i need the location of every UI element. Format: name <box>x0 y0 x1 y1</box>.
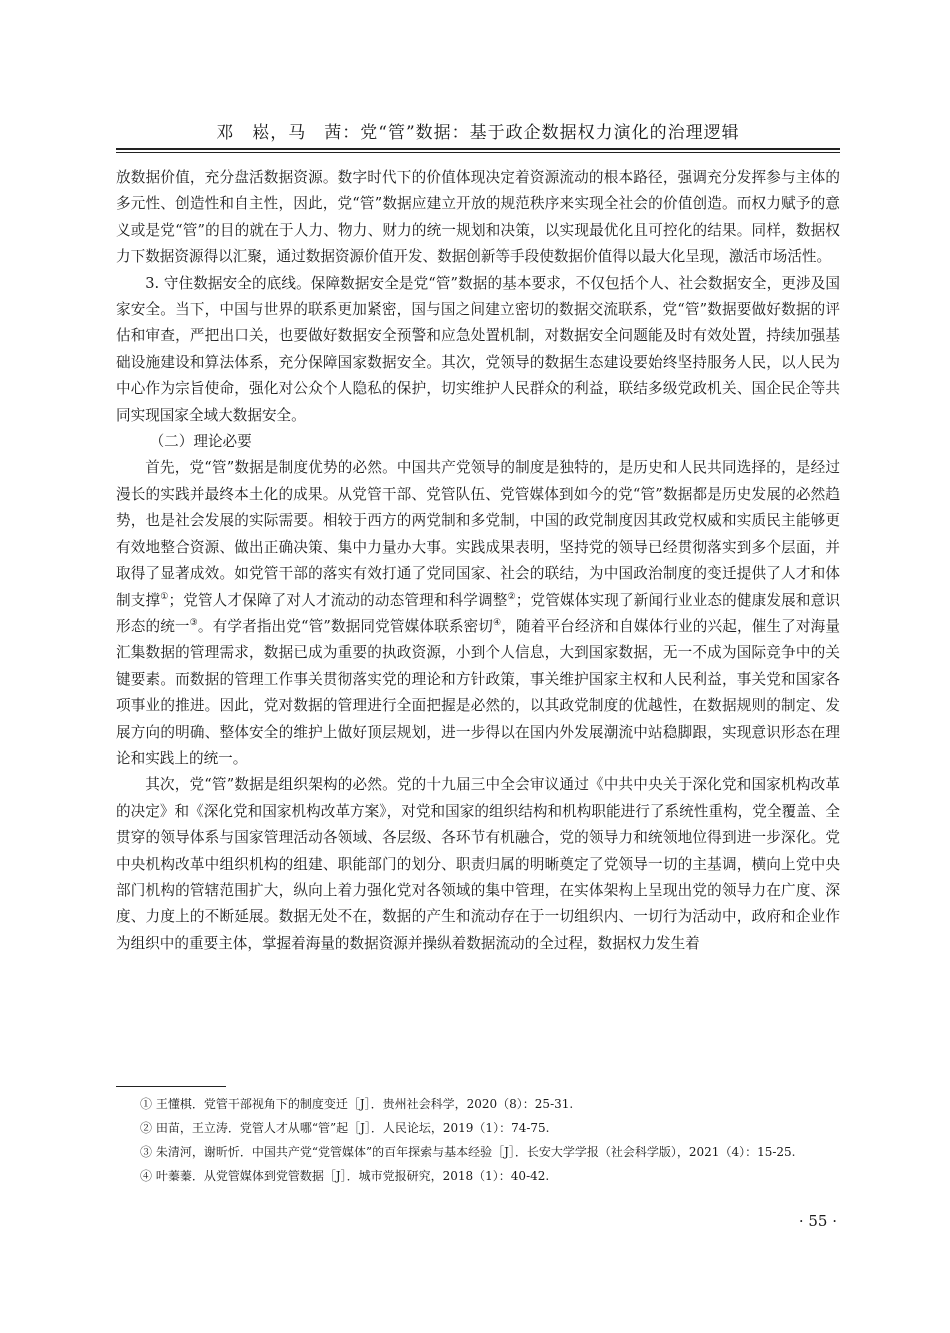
paragraph-4-seg-1: 首先，党“管”数据是制度优势的必然。中国共产党领导的制度是独特的，是历史和人民共同选择的，是经过漫长的实践并最终本土化的成果。从党管干部、党管队伍、党管媒体到如今的党“管”数据都是历史发展的必然趋势，也是社会发展的实际需要。相较于西方的两党制和多党制，中国的政党制度因其政党权威和实质民主能够更有效地整合资源、做出正确决策、集中力量办大事。实践成果表明，坚持党的领导已经贯彻落实到多个层面，并取得了显著成效。如党管干部的落实有效打通了党同国家、社会的联结，为中国政治制度的变迁提供了人才和体制支撑 <box>116 459 840 609</box>
footnote-2: ② 田苗，王立涛．党管人才从哪“管”起［J］．人民论坛，2019（1）：74-75. <box>140 1121 550 1135</box>
footnote-4: ④ 叶蓁蓁．从党管媒体到党管数据［J］．城市党报研究，2018（1）：40-42. <box>140 1169 550 1183</box>
header-rule <box>116 148 840 150</box>
footnote-ref-1[interactable]: ① <box>160 591 169 602</box>
paragraph-2: 3. 守住数据安全的底线。保障数据安全是党“管”数据的基本要求，不仅包括个人、社会数据安全，更涉及国家安全。当下，中国与世界的联系更加紧密，国与国之间建立密切的数据交流联系，党“管”数据要做好数据的评估和审查，严把出口关，也要做好数据安全预警和应急处置机制，对数据安全问题能及时有效处置，持续加强基础设施建设和算法体系，充分保障国家数据安全。其次，党领导的数据生态建设要始终坚持服务人民，以人民为中心作为宗旨使命，强化对公众个人隐私的保护，切实维护人民群众的利益，联结多级党政机关、国企民企等共同实现国家全域大数据安全。 <box>116 274 840 424</box>
footnote-ref-2[interactable]: ② <box>507 591 516 602</box>
footnote-ref-3[interactable]: ③ <box>189 618 198 629</box>
paragraph-4 <box>116 455 840 772</box>
footnotes <box>116 1092 840 1188</box>
paragraph-4-seg-5: ，随着平台经济和自媒体行业的兴起，催生了对海量汇集数据的管理需求，数据已成为重要的执政资源，小到个人信息，大到国家数据，无一不成为国际竞争中的关键要素。而数据的管理工作事关贯彻落实党的理论和方针政策，事关维护国家主权和人民利益，事关党和国家各项事业的推进。因此，党对数据的管理进行全面把握是必然的，以其政党制度的优越性，在数据规则的制定、发展方向的明确、整体安全的维护上做好顶层规划，进一步得以在国内外发展潮流中站稳脚跟，实现意识形态在理论和实践上的统一。 <box>116 617 840 767</box>
footnote-1: ① 王懂棋．党管干部视角下的制度变迁［J］．贵州社会科学，2020（8）：25-31. <box>140 1097 574 1111</box>
body-text <box>116 165 840 957</box>
paragraph-4-seg-3: ；党管媒体实现了新闻行业业态的健康发展和意识形态的统一 <box>116 591 840 635</box>
paragraph-1: 放数据价值，充分盘活数据资源。数字时代下的价值体现决定着资源流动的根本路径，强调充分发挥参与主体的多元性、创造性和自主性，因此，党“管”数据应建立开放的规范秩序来实现全社会的价值创造。而权力赋予的意义或是党“管”的目的就在于人力、物力、财力的统一规划和决策，以实现最优化且可控化的结果。同样，数据权力下数据资源得以汇聚，通过数据资源价值开发、数据创新等手段使数据价值得以最大化呈现，激活市场活性。 <box>116 169 840 266</box>
paragraph-4-seg-2: ；党管人才保障了对人才流动的动态管理和科学调整 <box>168 591 508 609</box>
paragraph-4-seg-4: 。有学者指出党“管”数据同党管媒体联系密切 <box>197 617 494 635</box>
footnote-rule <box>116 1086 226 1087</box>
footnote-ref-4[interactable]: ④ <box>493 618 502 629</box>
running-header: 邓 崧，马 茜：党“管”数据：基于政企数据权力演化的治理逻辑 <box>216 123 740 143</box>
paragraph-5: 其次，党“管”数据是组织架构的必然。党的十九届三中全会审议通过《中共中央关于深化党和国家机构改革的决定》和《深化党和国家机构改革方案》，对党和国家的组织结构和机构职能进行了系统性重构，党全覆盖、全贯穿的领导体系与国家管理活动各领域、各层级、各环节有机融合，党的领导力和统领地位得到进一步深化。党中央机构改革中组织机构的组建、职能部门的划分、职责归属的明晰奠定了党领导一切的主基调，横向上党中央部门机构的管辖范围扩大，纵向上着力强化党对各领域的集中管理，在实体架构上呈现出党的领导力在广度、深度、力度上的不断延展。数据无处不在，数据的产生和流动存在于一切组织内、一切行为活动中，政府和企业作为组织中的重要主体，掌握着海量的数据资源并操纵着数据流动的全过程，数据权力发生着 <box>116 776 840 952</box>
footnote-3: ③ 朱清河，谢昕忻．中国共产党“党管媒体”的百年探索与基本经验［J］．长安大学学报（社会科学版），2021（4）：15-25. <box>140 1145 796 1159</box>
page-number: · 55 · <box>798 1212 837 1230</box>
header-rule-thin <box>116 152 840 153</box>
section-subheading: （二）理论必要 <box>149 433 252 451</box>
